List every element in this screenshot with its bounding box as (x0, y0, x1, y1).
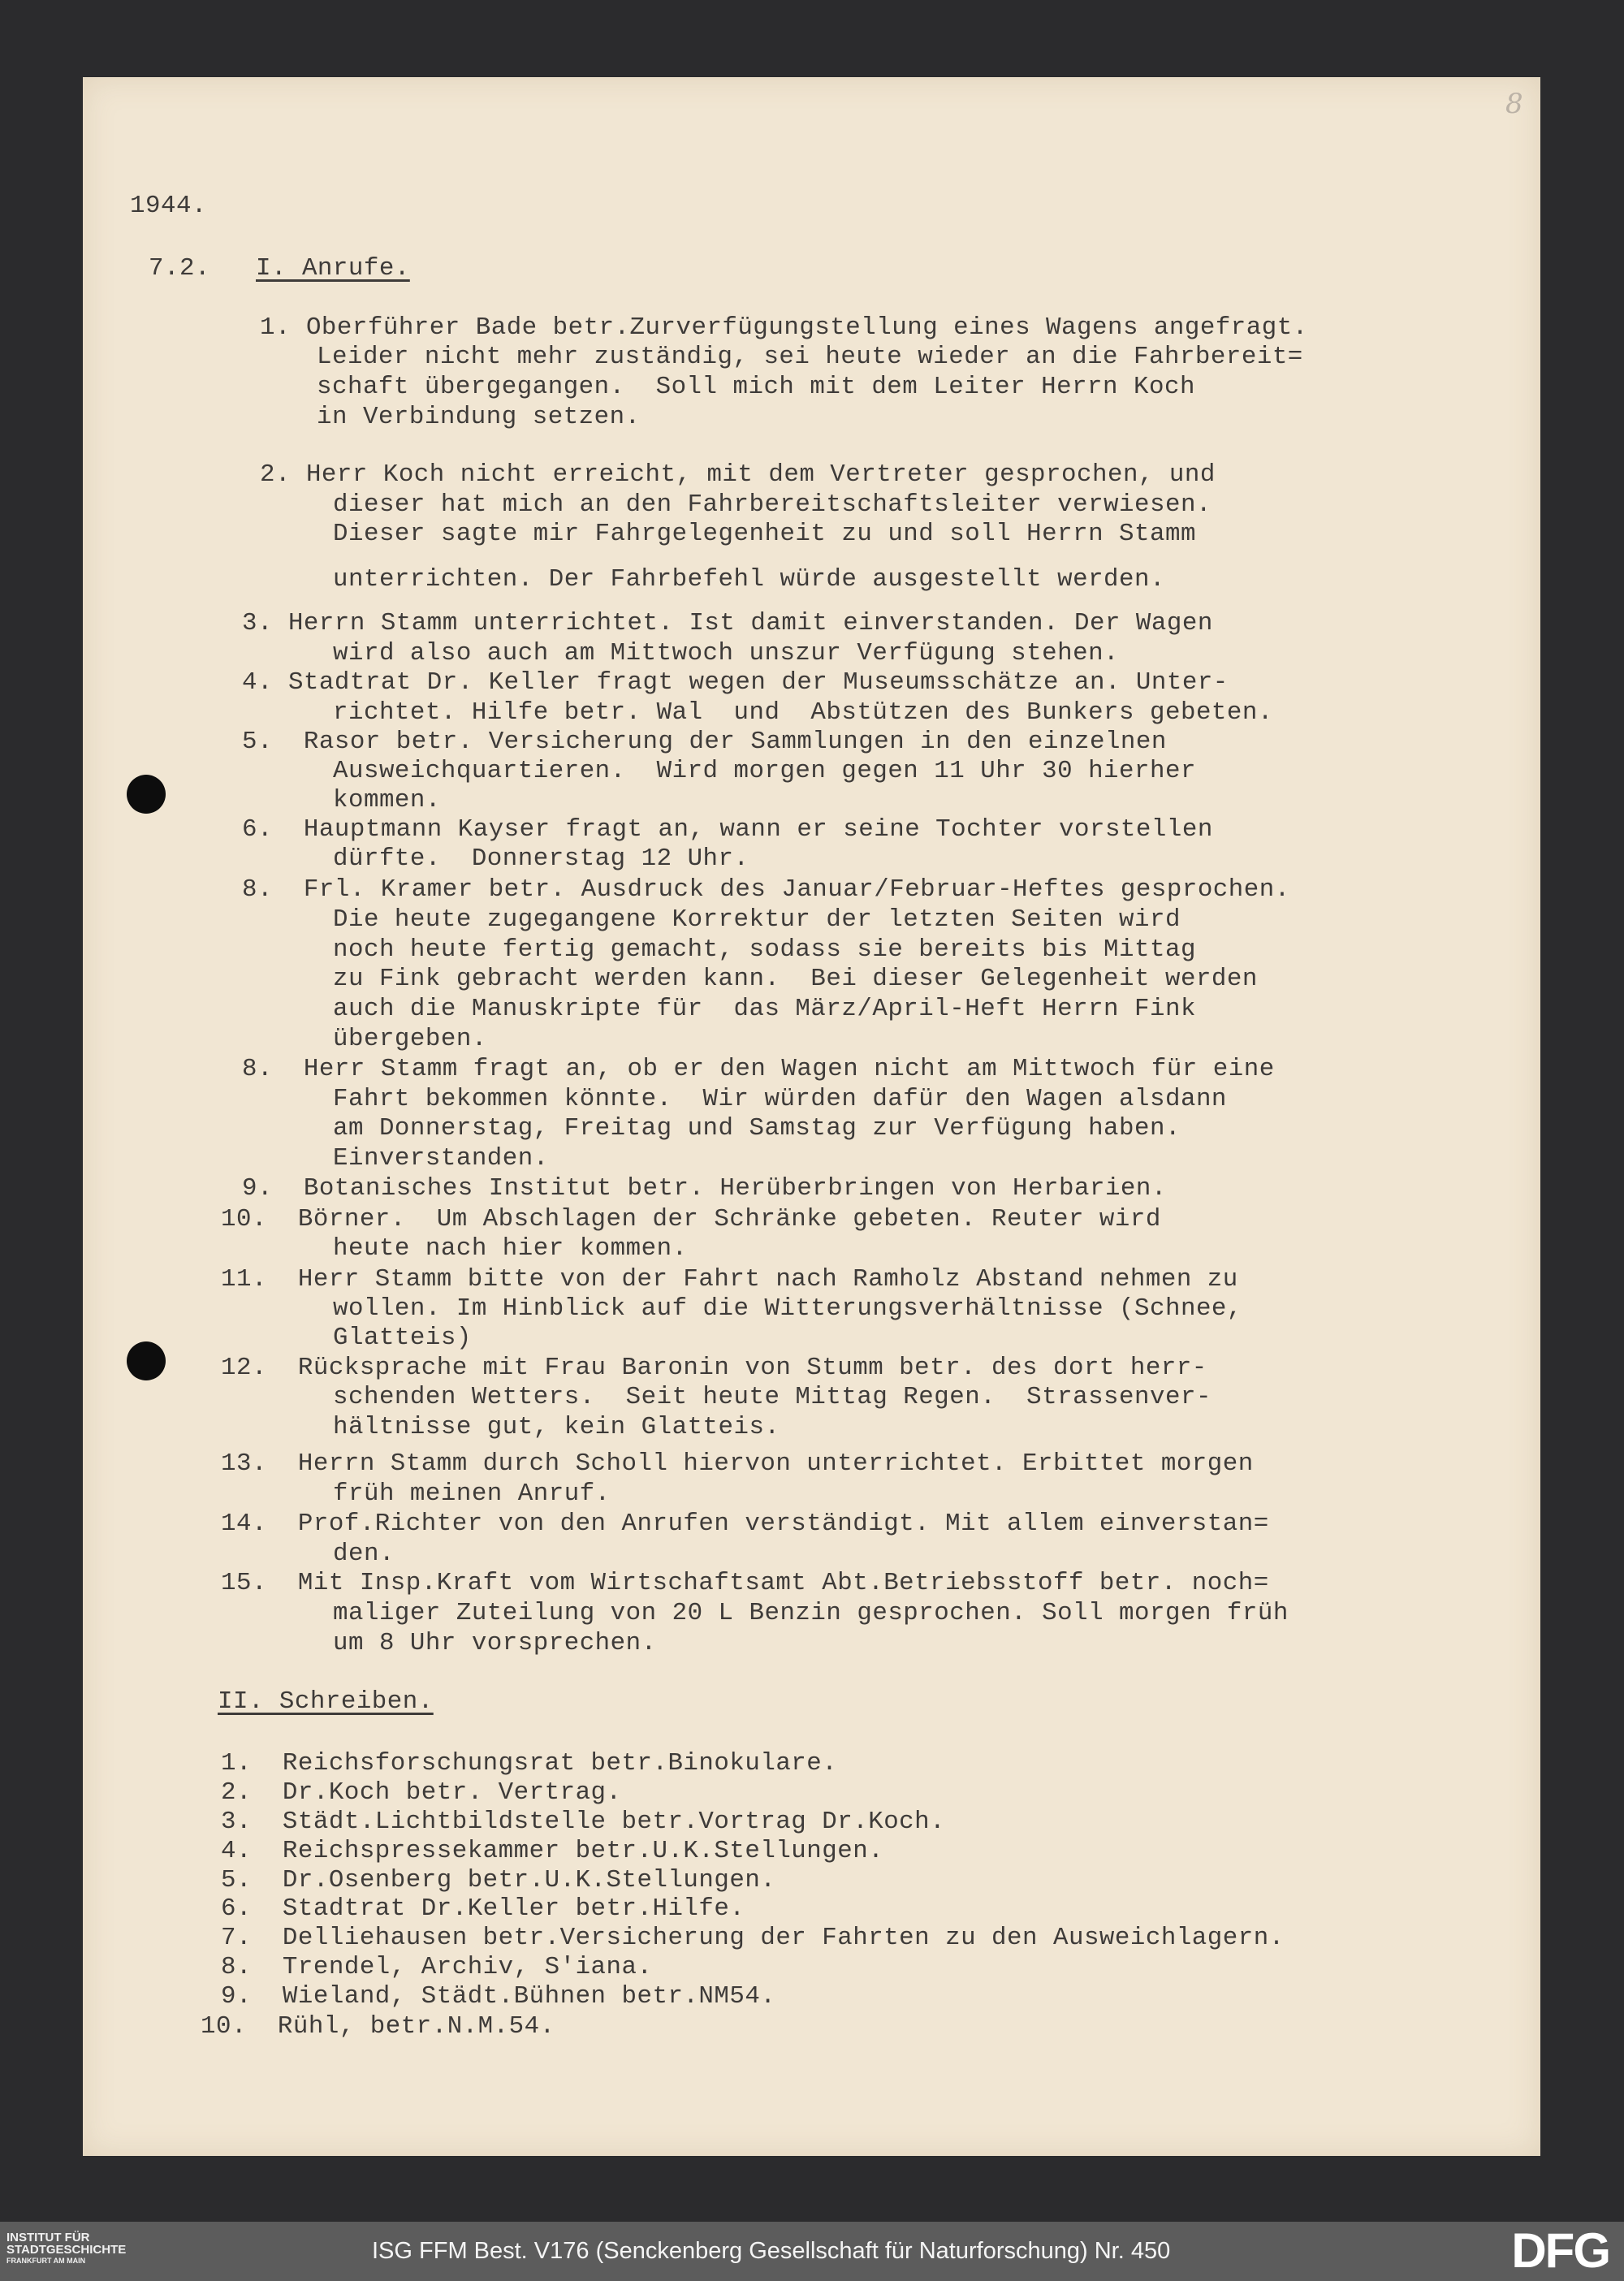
list-item: 3. Städt.Lichtbildstelle betr.Vortrag Dr.Koch. (221, 1808, 946, 1836)
list-item: 8. Trendel, Archiv, S'iana. (221, 1953, 653, 1981)
text-line: Leider nicht mehr zuständig, sei heute wieder an die Fahrbereit= (317, 343, 1303, 371)
text-line: früh meinen Anruf. (333, 1480, 611, 1508)
text-line: maliger Zuteilung von 20 L Benzin gesprochen. Soll morgen früh (333, 1599, 1289, 1627)
punch-hole-bottom (127, 1341, 166, 1380)
dfg-logo: DFG (1511, 2223, 1609, 2278)
text-line: 9. Botanisches Institut betr. Herüberbringen von Herbarien. (242, 1174, 1167, 1203)
list-item: 1. Reichsforschungsrat betr.Binokulare. (221, 1749, 838, 1778)
text-line: unterrichten. Der Fahrbefehl würde ausgestellt werden. (333, 565, 1165, 594)
text-line: um 8 Uhr vorsprechen. (333, 1629, 657, 1657)
institute-logo (6, 2231, 126, 2265)
text-line: 8. Frl. Kramer betr. Ausdruck des Januar/Februar-Heftes gesprochen. (242, 875, 1290, 904)
text-line: kommen. (333, 786, 441, 814)
text-line: den. (333, 1540, 395, 1568)
list-item: 5. Dr.Osenberg betr.U.K.Stellungen. (221, 1866, 776, 1894)
punch-hole-top (127, 775, 166, 814)
text-line: wollen. Im Hinblick auf die Witterungsverhältnisse (Schnee, (333, 1294, 1242, 1323)
section-heading-letters: II. Schreiben. (218, 1687, 434, 1716)
text-line: wird also auch am Mittwoch unszur Verfügung stehen. (333, 639, 1120, 667)
text-line: 1. Oberführer Bade betr.Zurverfügungstellung eines Wagens angefragt. (260, 313, 1308, 342)
list-item: 10. Rühl, betr.N.M.54. (201, 2012, 555, 2041)
text-line: Die heute zugegangene Korrektur der letzten Seiten wird (333, 905, 1181, 934)
text-line: Ausweichquartieren. Wird morgen gegen 11 Uhr 30 hierher (333, 757, 1196, 785)
text-line: 2. Herr Koch nicht erreicht, mit dem Vertreter gesprochen, und (260, 460, 1216, 489)
text-line: 8. Herr Stamm fragt an, ob er den Wagen nicht am Mittwoch für eine (242, 1055, 1275, 1083)
text-line: 6. Hauptmann Kayser fragt an, wann er seine Tochter vorstellen (242, 815, 1213, 844)
text-line: 5. Rasor betr. Versicherung der Sammlungen in den einzelnen (242, 728, 1167, 756)
text-line: dieser hat mich an den Fahrbereitschaftsleiter verwiesen. (333, 490, 1212, 519)
institute-logo-line3: FRANKFURT AM MAIN (6, 2257, 86, 2265)
list-item: 7. Delliehausen betr.Versicherung der Fahrten zu den Ausweichlagern. (221, 1924, 1285, 1952)
archive-footer-bar (0, 2222, 1624, 2281)
text-line: 12. Rücksprache mit Frau Baronin von Stumm betr. des dort herr- (221, 1354, 1207, 1382)
text-line: richtet. Hilfe betr. Wal und Abstützen des Bunkers gebeten. (333, 698, 1273, 727)
text-line: Dieser sagte mir Fahrgelegenheit zu und soll Herrn Stamm (333, 520, 1196, 548)
text-line: heute nach hier kommen. (333, 1234, 688, 1263)
text-line: 4. Stadtrat Dr. Keller fragt wegen der Museumsschätze an. Unter- (242, 668, 1229, 697)
text-line: in Verbindung setzen. (317, 403, 641, 431)
text-line: 13. Herrn Stamm durch Scholl hiervon unterrichtet. Erbittet morgen (221, 1449, 1254, 1478)
list-item: 4. Reichspressekammer betr.U.K.Stellungen. (221, 1837, 884, 1865)
text-line: am Donnerstag, Freitag und Samstag zur Verfügung haben. (333, 1114, 1181, 1143)
text-line: zu Fink gebracht werden kann. Bei dieser Gelegenheit werden (333, 965, 1258, 993)
list-item: 2. Dr.Koch betr. Vertrag. (221, 1778, 622, 1807)
text-line: Fahrt bekommen könnte. Wir würden dafür den Wagen alsdann (333, 1085, 1227, 1113)
text-line: 15. Mit Insp.Kraft vom Wirtschaftsamt Abt.Betriebsstoff betr. noch= (221, 1569, 1269, 1597)
list-item: 6. Stadtrat Dr.Keller betr.Hilfe. (221, 1894, 745, 1923)
text-line: Einverstanden. (333, 1144, 549, 1173)
institute-logo-line1: INSTITUT FÜR (6, 2231, 90, 2244)
text-line: 3. Herrn Stamm unterrichtet. Ist damit einverstanden. Der Wagen (242, 609, 1213, 637)
text-line: noch heute fertig gemacht, sodass sie bereits bis Mittag (333, 935, 1196, 964)
text-line: 11. Herr Stamm bitte von der Fahrt nach Ramholz Abstand nehmen zu (221, 1265, 1238, 1294)
text-line: 10. Börner. Um Abschlagen der Schränke gebeten. Reuter wird (221, 1205, 1161, 1233)
list-item: 9. Wieland, Städt.Bühnen betr.NM54. (221, 1982, 776, 2011)
text-line: übergeben. (333, 1025, 487, 1053)
text-line: hältnisse gut, kein Glatteis. (333, 1413, 780, 1441)
text-line: schenden Wetters. Seit heute Mittag Regen. Strassenver- (333, 1383, 1212, 1411)
document-date: 7.2. (149, 254, 210, 283)
text-line: 14. Prof.Richter von den Anrufen verständigt. Mit allem einverstan= (221, 1510, 1269, 1538)
text-line: Glatteis) (333, 1324, 472, 1352)
section-heading-calls: I. Anrufe. (256, 254, 410, 283)
document-year: 1944. (130, 192, 207, 220)
text-line: dürfte. Donnerstag 12 Uhr. (333, 845, 749, 873)
page-number-pencil: 8 (1505, 88, 1523, 120)
text-line: schaft übergegangen. Soll mich mit dem Leiter Herrn Koch (317, 373, 1195, 401)
text-line: auch die Manuskripte für das März/April-Heft Herrn Fink (333, 995, 1196, 1023)
archive-reference-caption: ISG FFM Best. V176 (Senckenberg Gesellschaft für Naturforschung) Nr. 450 (372, 2238, 1171, 2264)
institute-logo-line2: STADTGESCHICHTE (6, 2243, 127, 2257)
